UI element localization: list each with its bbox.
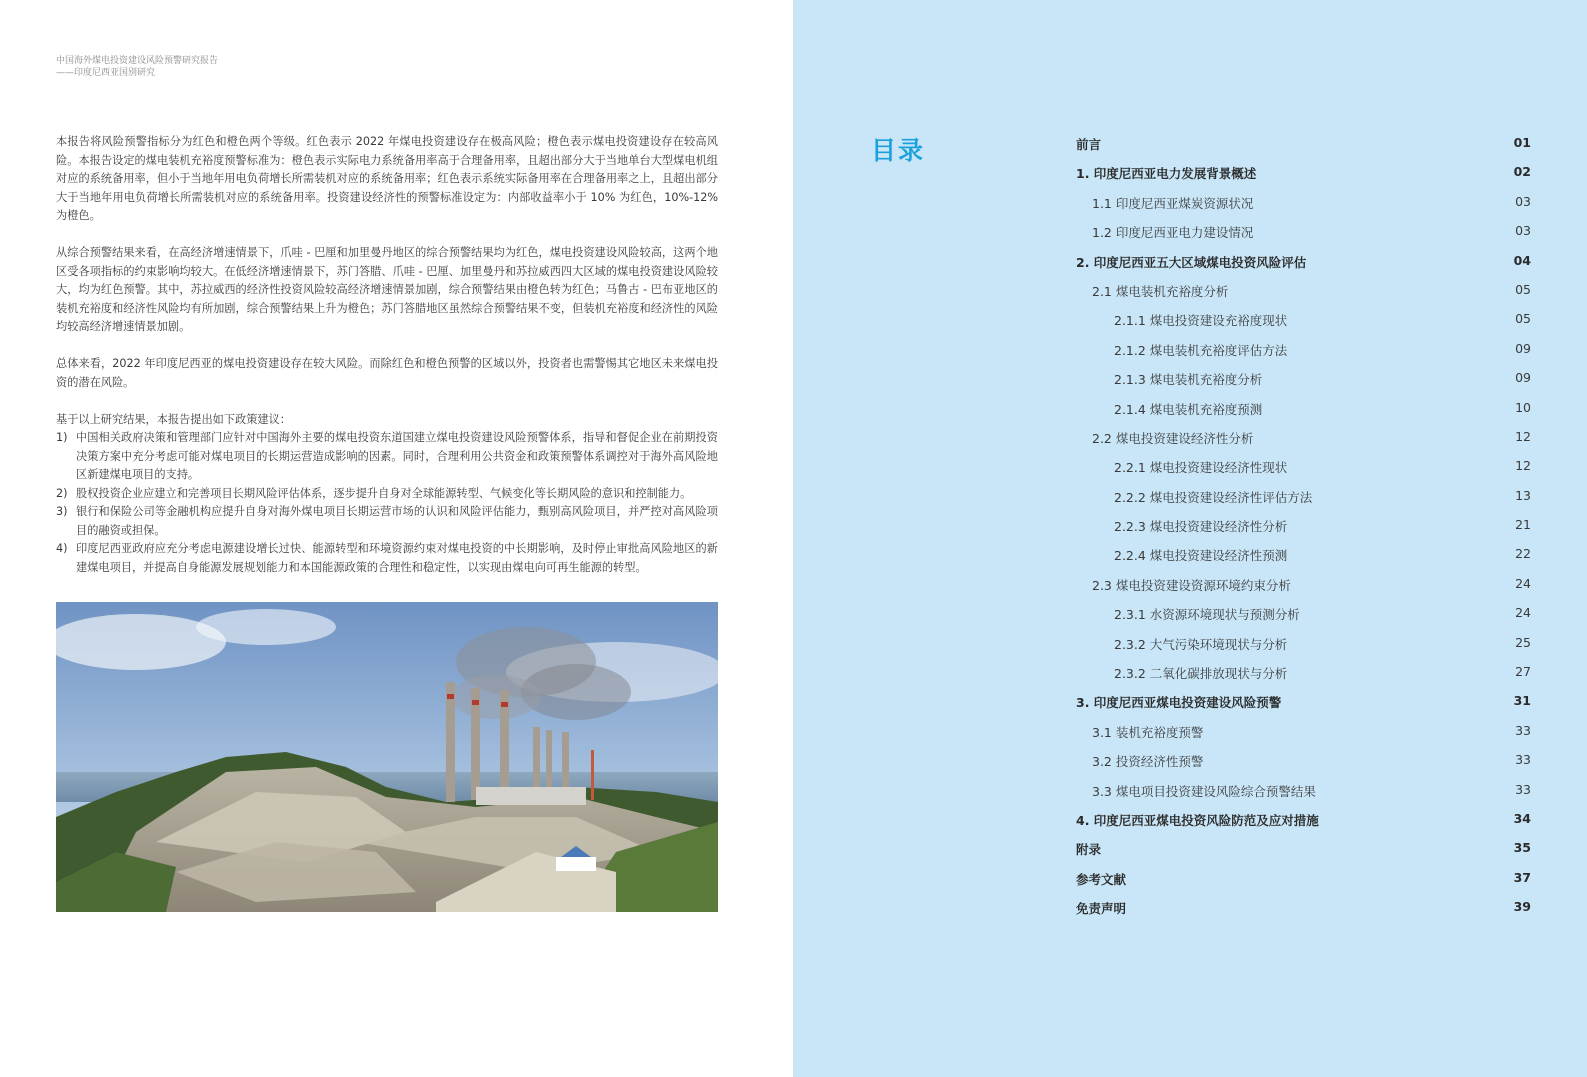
- coal-power-plant-photo: [56, 602, 718, 912]
- header-title: 中国海外煤电投资建设风险预警研究报告: [56, 56, 219, 66]
- body-text: [56, 133, 718, 577]
- table-of-contents: [1076, 129, 1531, 923]
- toc-entry-references[interactable]: 参考文献 37: [1076, 869, 1531, 887]
- toc-entry-appendix[interactable]: 附录 35: [1076, 840, 1531, 858]
- toc-entry-chapter-4[interactable]: 4. 印度尼西亚煤电投资风险防范及应对措施 34: [1076, 810, 1531, 828]
- left-page: [0, 0, 793, 1077]
- header-subtitle: ——印度尼西亚国别研究: [56, 68, 156, 78]
- toc-entry-preface[interactable]: 前言 01: [1076, 135, 1531, 152]
- toc-entry-disclaimer[interactable]: 免责声明 39: [1076, 899, 1531, 917]
- toc-entry-3-1[interactable]: 3.1 装机充裕度预警 33: [1092, 722, 1531, 740]
- toc-entry-2-2[interactable]: 2.2 煤电投资建设经济性分析 12: [1092, 428, 1531, 446]
- paragraph-results: 从综合预警结果来看，在高经济增速情景下，爪哇 - 巴厘和加里曼丹地区的综合预警结果均为红色，煤电投资建设风险较高，这两个地区受各项指标的约束影响均较大。在低经济增速情景下，苏门答腊、爪哇 - 巴厘、加里曼丹和苏拉威西四大区域的煤电投资建设风险较大，均为红色预警。其中，苏拉威西的经济性投资风险较高经济增速情景加剧，综合预警结果由橙色转为红色；马鲁古 - 巴布亚地区的装机充裕度和经济性风险均有所加剧，综合预警结果上升为橙色；苏门答腊地区虽然综合预警结果不变，但装机充裕度和经济性的风险均较高经济增速情景加剧。: [56, 246, 718, 333]
- list-item: 3) 银行和保险公司等金融机构应提升自身对海外煤电项目长期运营市场的认识和风险评估能力，甄别高风险项目，并严控对高风险项目的融资或担保。: [56, 505, 718, 537]
- toc-entry-3-2[interactable]: 3.2 投资经济性预警 33: [1092, 752, 1531, 770]
- toc-entry-2-2-1[interactable]: 2.2.1 煤电投资建设经济性现状 12: [1114, 458, 1531, 476]
- list-item: 1) 中国相关政府决策和管理部门应针对中国海外主要的煤电投资东道国建立煤电投资建设风险预警体系，指导和督促企业在前期投资决策方案中充分考虑可能对煤电项目的长期运营造成影响的因素。同时，合理利用公共资金和政策预警体系调控对于海外高风险地区新建煤电项目的支持。: [56, 431, 718, 481]
- recommendation-list: [56, 429, 718, 577]
- toc-entry-2-1-1[interactable]: 2.1.1 煤电投资建设充裕度现状 05: [1114, 311, 1531, 329]
- toc-entry-1-2[interactable]: 1.2 印度尼西亚电力建设情况 03: [1092, 223, 1531, 241]
- paragraph-risk-levels: 本报告将风险预警指标分为红色和橙色两个等级。红色表示 2022 年煤电投资建设存在极高风险；橙色表示煤电投资建设存在较高风险。本报告设定的煤电装机充裕度预警标准为：橙色表示实际电力系统备用率高于合理备用率，且超出部分大于当地单台大型煤电机组对应的系统备用率，但小于当地年用电负荷增长所需装机对应的系统备用率；红色表示系统实际备用率在合理备用率之上，且超出部分大于当地年用电负荷增长所需装机对应的系统备用率。投资建设经济性的预警标准设定为：内部收益率小于 10% 为红色，10%-12% 为橙色。: [56, 135, 718, 222]
- toc-entry-chapter-2[interactable]: 2. 印度尼西亚五大区域煤电投资风险评估 04: [1076, 252, 1531, 270]
- toc-entry-2-3[interactable]: 2.3 煤电投资建设资源环境约束分析 24: [1092, 575, 1531, 593]
- toc-entry-2-1-2[interactable]: 2.1.2 煤电装机充裕度评估方法 09: [1114, 340, 1531, 358]
- toc-entry-2-3-1[interactable]: 2.3.1 水资源环境现状与预测分析 24: [1114, 605, 1531, 623]
- toc-entry-1-1[interactable]: 1.1 印度尼西亚煤炭资源状况 03: [1092, 193, 1531, 211]
- toc-entry-2-3-3[interactable]: 2.3.2 二氧化碳排放现状与分析 27: [1114, 664, 1531, 682]
- toc-entry-2-2-2[interactable]: 2.2.2 煤电投资建设经济性评估方法 13: [1114, 487, 1531, 505]
- running-header: [56, 55, 218, 79]
- list-item: 4) 印度尼西亚政府应充分考虑电源建设增长过快、能源转型和环境资源约束对煤电投资的中长期影响，及时停止审批高风险地区的新建煤电项目，并提高自身能源发展规划能力和本国能源政策的合理性和稳定性，以实现由煤电向可再生能源的转型。: [56, 542, 718, 574]
- toc-entry-chapter-3[interactable]: 3. 印度尼西亚煤电投资建设风险预警 31: [1076, 693, 1531, 711]
- toc-entry-2-2-4[interactable]: 2.2.4 煤电投资建设经济性预测 22: [1114, 546, 1531, 564]
- toc-entry-2-1-3[interactable]: 2.1.3 煤电装机充裕度分析 09: [1114, 370, 1531, 388]
- toc-entry-2-1[interactable]: 2.1 煤电装机充裕度分析 05: [1092, 281, 1531, 299]
- toc-entry-2-3-2[interactable]: 2.3.2 大气污染环境现状与分析 25: [1114, 634, 1531, 652]
- list-item: 2) 股权投资企业应建立和完善项目长期风险评估体系，逐步提升自身对全球能源转型、气候变化等长期风险的意识和控制能力。: [56, 486, 692, 500]
- toc-entry-2-2-3[interactable]: 2.2.3 煤电投资建设经济性分析 21: [1114, 517, 1531, 535]
- toc-title: 目录: [871, 136, 926, 165]
- toc-entry-3-3[interactable]: 3.3 煤电项目投资建设风险综合预警结果 33: [1092, 781, 1531, 799]
- paragraph-policy-intro: 基于以上研究结果，本报告提出如下政策建议：: [56, 412, 291, 426]
- paragraph-summary: 总体来看，2022 年印度尼西亚的煤电投资建设存在较大风险。而除红色和橙色预警的区域以外，投资者也需警惕其它地区未来煤电投资的潜在风险。: [56, 357, 718, 389]
- toc-entry-2-1-4[interactable]: 2.1.4 煤电装机充裕度预测 10: [1114, 399, 1531, 417]
- toc-entry-chapter-1[interactable]: 1. 印度尼西亚电力发展背景概述 02: [1076, 164, 1531, 182]
